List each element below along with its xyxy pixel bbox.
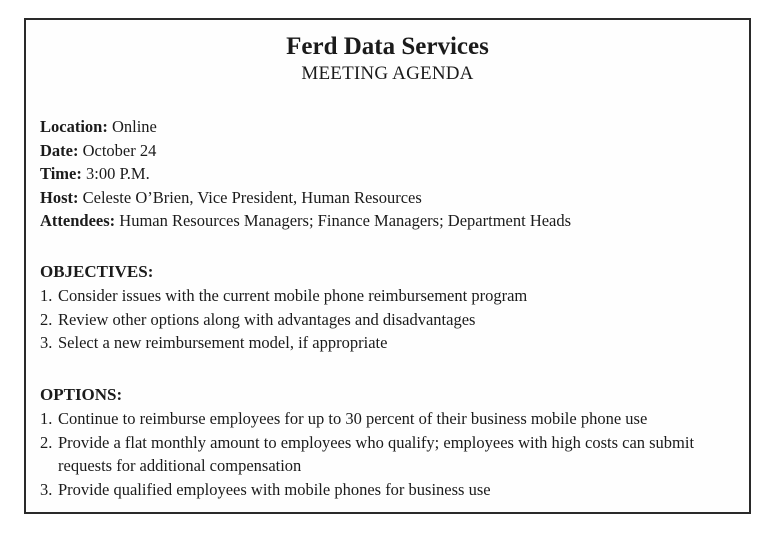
list-item-number: 1. [40,286,53,305]
list-item [40,284,527,308]
date-row [40,139,571,163]
list-item-text: Provide a flat monthly amount to employees who qualify; employees with high costs can submit requests for additional compensation [58,432,695,476]
list-item-text: Review other options along with advantages and disadvantages [58,309,476,329]
attendees-row [40,209,571,233]
options-heading: OPTIONS: [40,385,123,404]
list-item-text: Continue to reimburse employees for up to 30 percent of their business mobile phone use [58,409,648,428]
time-row [40,162,571,186]
host-value: Celeste O’Brien, Vice President, Human Resources [82,187,422,207]
host-row [40,186,571,210]
list-item-text: Consider issues with the current mobile phone reimbursement program [58,286,528,305]
list-item-number: 2. [40,309,53,329]
options-section [40,383,748,501]
list-item [40,331,527,355]
meeting-details [40,115,571,233]
agenda-header [26,32,749,86]
host-label: Host: [40,187,79,207]
time-label: Time: [40,164,82,184]
location-row [40,115,571,139]
list-item [40,431,748,478]
date-value: October 24 [82,140,157,160]
date-label: Date: [40,140,79,160]
time-value: 3:00 P.M. [85,164,150,184]
location-value: Online [111,117,157,136]
company-name: Ferd Data Services [286,33,489,60]
list-item-text: Select a new reimbursement model, if appropriate [58,333,388,353]
objectives-heading: OBJECTIVES: [40,262,154,281]
objectives-section [40,260,527,355]
list-item-number: 1. [40,409,53,428]
list-item [40,407,748,431]
list-item-number: 3. [40,479,53,499]
meeting-agenda-document [24,18,751,514]
list-item [40,308,527,332]
list-item-text: Provide qualified employees with mobile phones for business use [58,479,491,499]
list-item-number: 3. [40,333,53,353]
attendees-value: Human Resources Managers; Finance Managers; Department Heads [119,211,572,231]
location-label: Location: [40,117,108,136]
list-item-number: 2. [40,432,53,452]
attendees-label: Attendees: [40,211,116,231]
list-item [40,478,748,502]
document-title: MEETING AGENDA [301,63,474,84]
